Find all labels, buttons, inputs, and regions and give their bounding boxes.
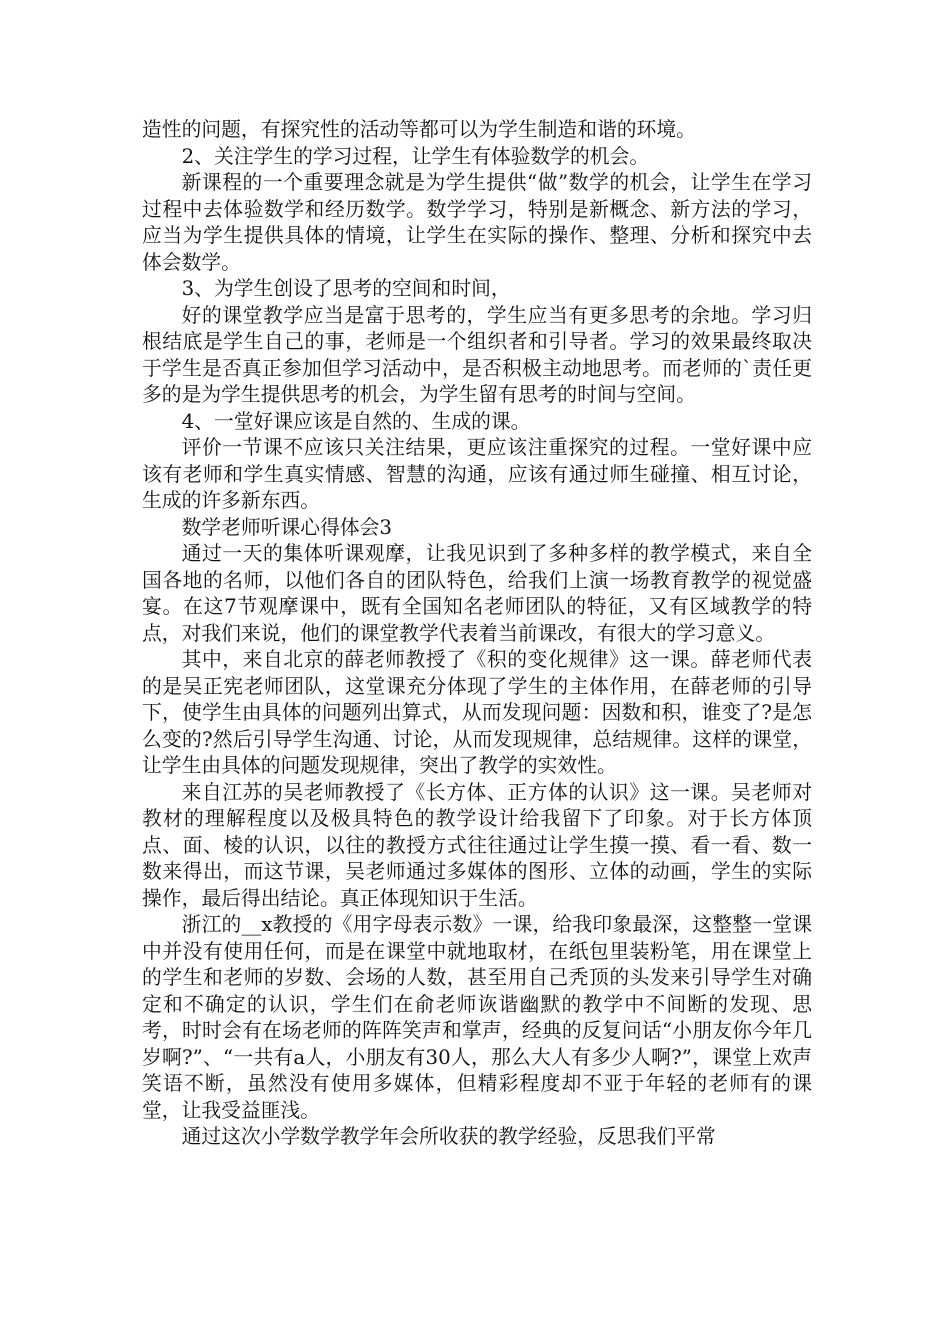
paragraph-13: 通过这次小学数学教学年会所收获的教学经验，反思我们平常 <box>181 1125 716 1148</box>
paragraph-10: 其中，来自北京的薛老师教授了《积的变化规律》这一课。薛老师代表的是吴正宪老师团队，这堂课充分体现了学生的主体作用，在薛老师的引导下，使学生由具体的问题列出算式，从而发现问题：因数和积，谁变了?是怎么变的?然后引导学生沟通、讨论，从而发现规律，总结规律。这样的课堂，让学生由具体的问题发现规律，突出了教学的实效性。 <box>142 648 812 777</box>
document-page <box>142 117 812 1151</box>
paragraph-11: 来自江苏的吴老师教授了《长方体、正方体的认识》这一课。吴老师对教材的理解程度以及极具特色的教学设计给我留下了印象。对于长方体顶点、面、棱的认识，以往的教授方式往往通过让学生摸一摸、看一看、数一数来得出，而这节课，吴老师通过多媒体的图形、立体的动画，学生的实际操作，最后得出结论。真正体现知识于生活。 <box>142 780 812 910</box>
paragraph-7: 评价一节课不应该只关注结果，更应该注重探究的过程。一堂好课中应该有老师和学生真实情感、智慧的沟通，应该有通过师生碰撞、相互讨论，生成的许多新东西。 <box>142 436 812 512</box>
paragraph-9: 通过一天的集体听课观摩，让我见识到了多种多样的教学模式，来自全国各地的名师，以他们各自的团队特色，给我们上演一场教育教学的视觉盛宴。在这7节观摩课中，既有全国知名老师团队的特征，又有区域教学的特点，对我们来说，他们的课堂教学代表着当前课改，有很大的学习意义。 <box>142 542 812 645</box>
paragraph-3: 新课程的一个重要理念就是为学生提供“做”数学的机会，让学生在学习过程中去体验数学和经历数学。数学学习，特别是新概念、新方法的学习，应当为学生提供具体的情境，让学生在实际的操作、整理、分析和探究中去体会数学。 <box>142 171 812 274</box>
section-heading-3: 3、为学生创设了思考的空间和时间， <box>181 277 511 300</box>
paragraph-5: 好的课堂教学应当是富于思考的，学生应当有更多思考的余地。学习归根结底是学生自己的事，老师是一个组织者和引导者。学习的效果最终取决于学生是否真正参加但学习活动中，是否积极主动地思考。而老师的`责任更多的是为学生提供思考的机会，为学生留有思考的时间与空间。 <box>142 303 812 406</box>
section-heading-4: 4、一堂好课应该是自然的、生成的课。 <box>181 409 531 433</box>
section-heading-2: 2、关注学生的学习过程，让学生有体验数学的机会。 <box>181 144 650 168</box>
paragraph-1: 造性的问题，有探究性的活动等都可以为学生制造和谐的环境。 <box>142 118 696 141</box>
article-title: 数学老师听课心得体会3 <box>181 515 392 539</box>
paragraph-12: 浙江的__x教授的《用字母表示数》一课，给我印象最深，这整整一堂课中并没有使用任何，而是在课堂中就地取材，在纸包里装粉笔，用在课堂上的学生和老师的岁数、会场的人数，甚至用自己秃顶的头发来引导学生对确定和不确定的认识，学生们在俞老师诙谐幽默的教学中不间断的发现、思考，时时会有在场老师的阵阵笑声和掌声，经典的反复问话“小朋友你今年几岁啊?”、“一共有a人，小朋友有30人，那么大人有多少人啊?”，课堂上欢声笑语不断，虽然没有使用多媒体，但精彩程度却不亚于年轻的老师有的课堂，让我受益匪浅。 <box>142 913 812 1122</box>
